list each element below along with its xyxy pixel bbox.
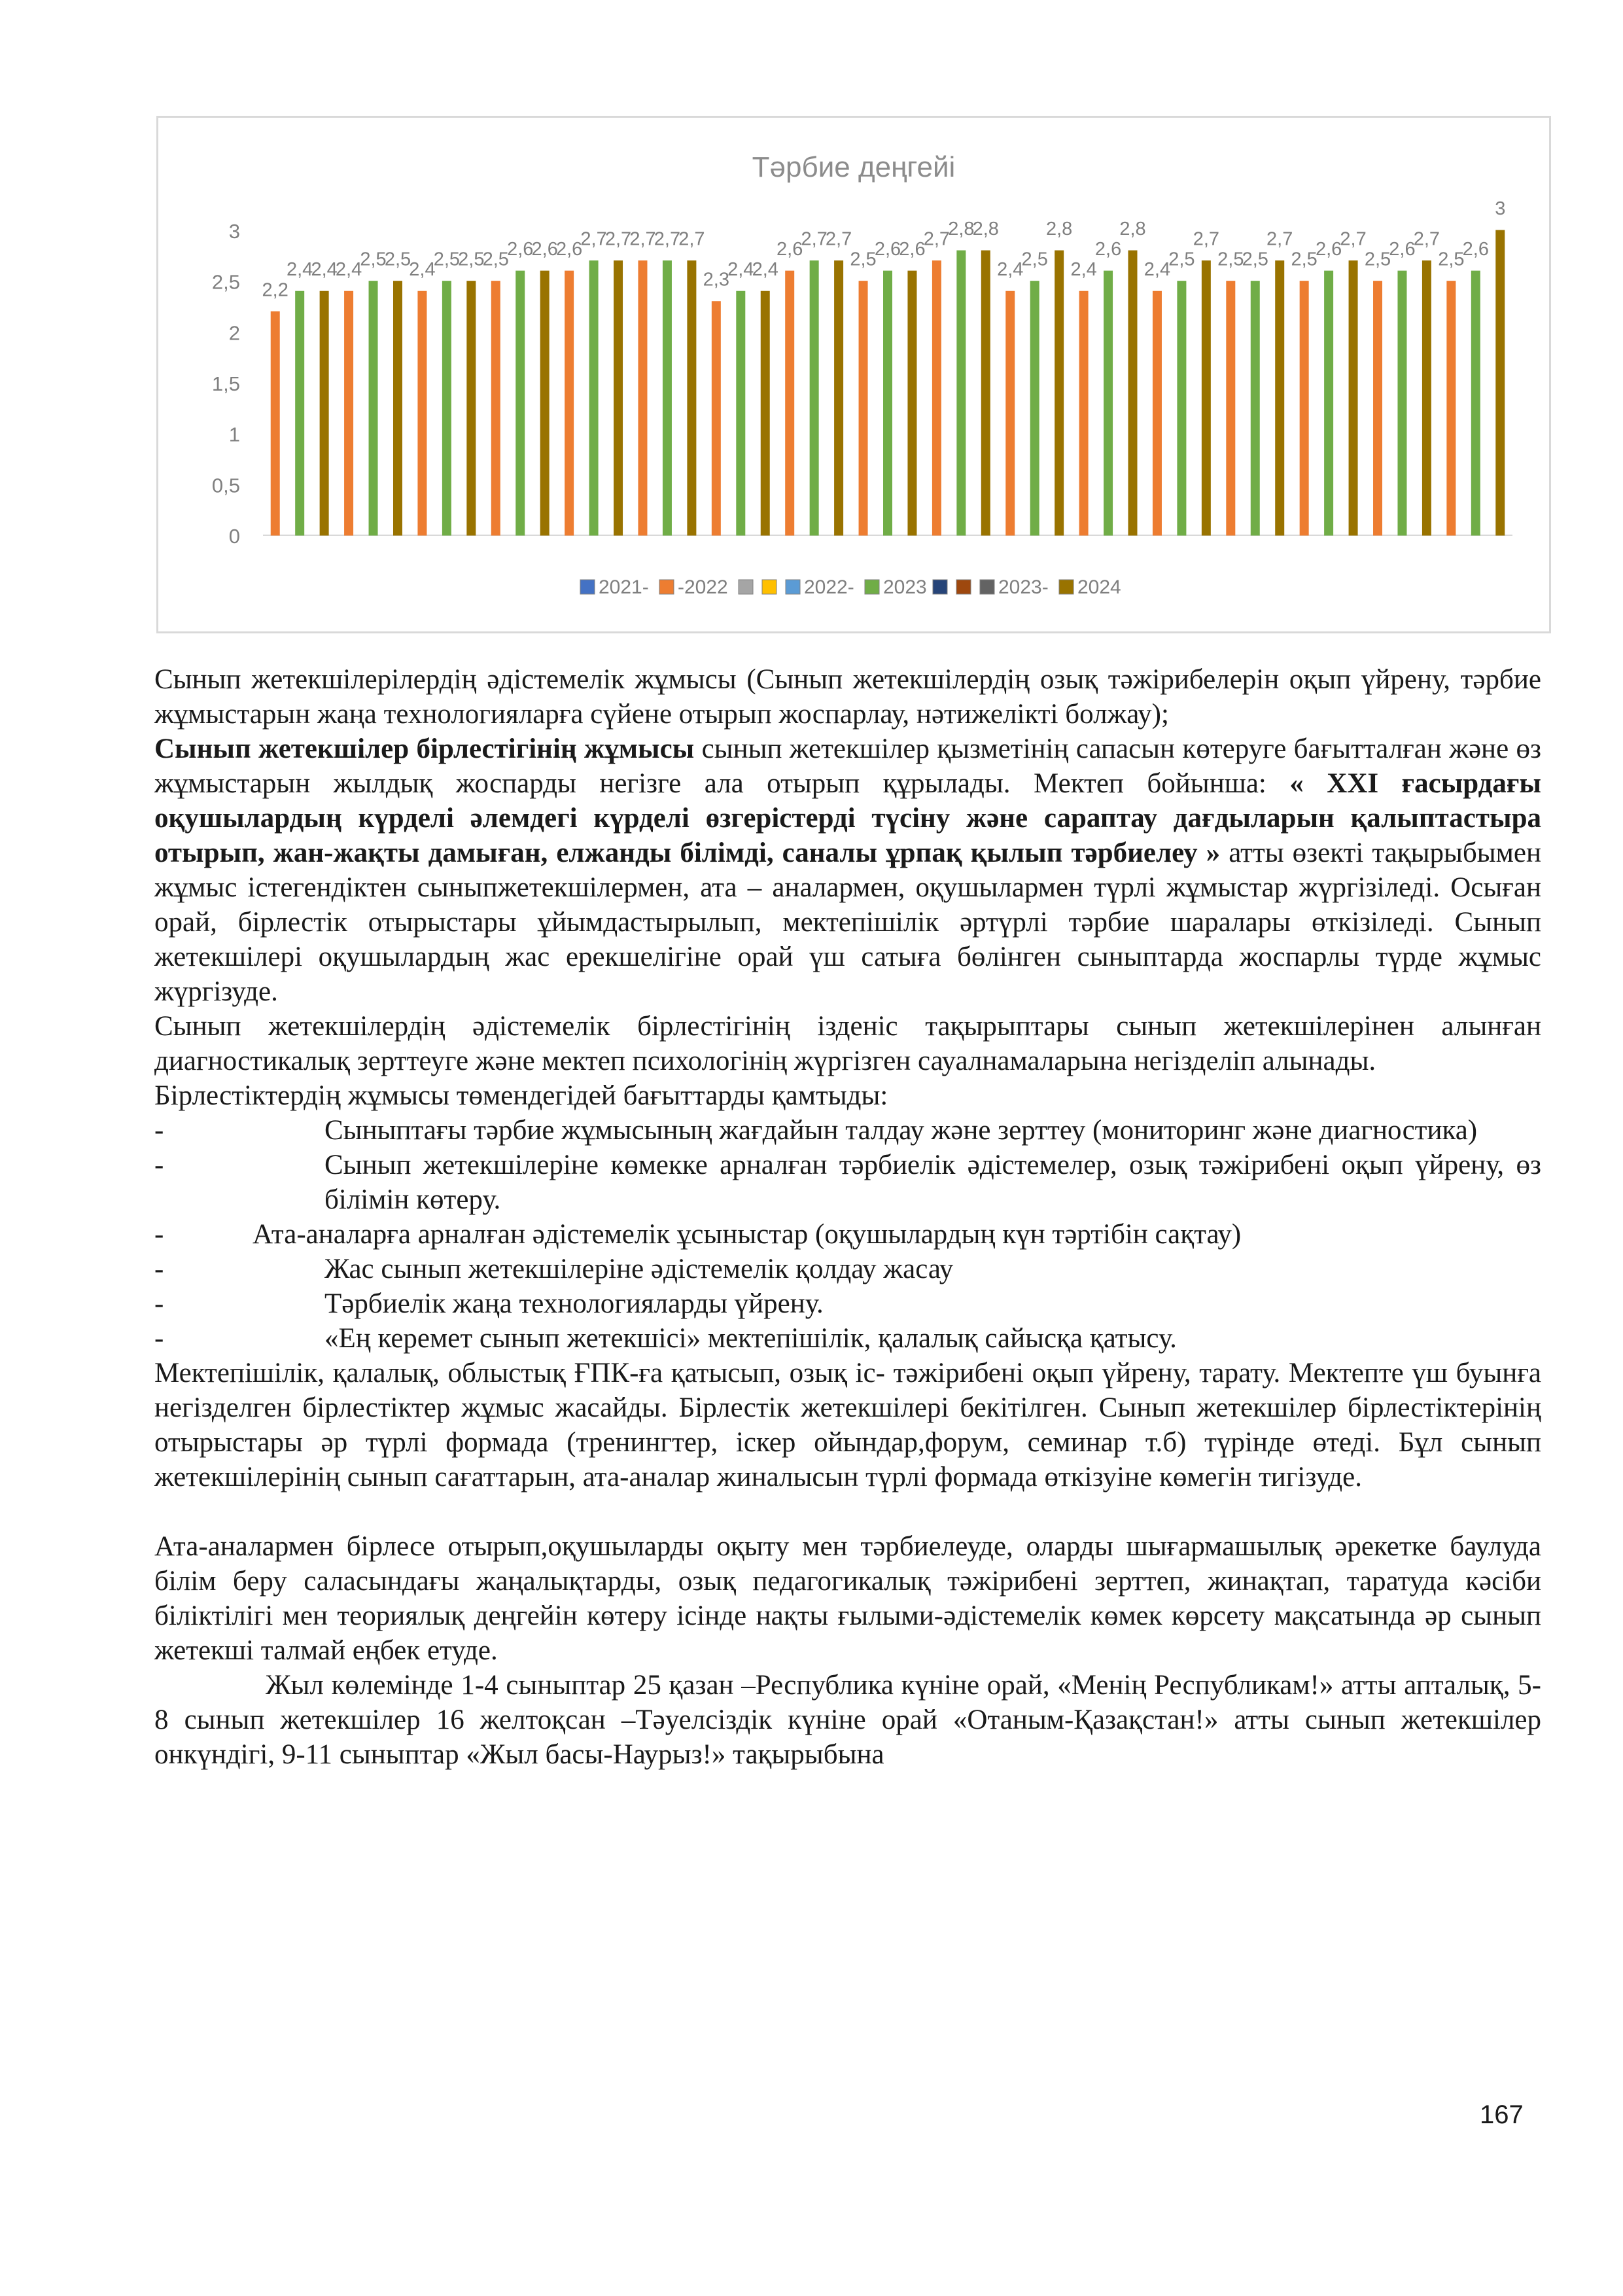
bar <box>565 271 574 535</box>
legend-swatch <box>739 580 753 594</box>
paragraph-methodical-work: Сынып жетекшілерілердің әдістемелік жұмысы (Сынып жетекшілердің озық тәжірибелерін оқып үйрену, тәрбие жұмыстарын жаңа технологияларға сүйене отырып жоспарлау, нәтижелікті болжау); <box>154 664 1541 730</box>
bar <box>1398 271 1406 535</box>
bar-data-label: 2,6 <box>1462 239 1489 260</box>
bar <box>467 281 476 535</box>
directions-list <box>154 1113 1541 1356</box>
legend-swatch <box>865 580 879 594</box>
legend-swatch <box>933 580 947 594</box>
bar-data-label: 2,8 <box>972 219 999 240</box>
bar-data-label: 2,7 <box>1266 228 1293 250</box>
bar <box>540 271 549 535</box>
bar <box>1128 251 1137 535</box>
legend-label: 2021- <box>599 576 649 598</box>
list-item: - Ата-аналарға арналған әдістемелік ұсыныстар (оқушылардың күн тәртібін сақтау) <box>154 1219 1242 1250</box>
blank-line <box>154 1494 1541 1529</box>
bar-data-label: 2,7 <box>654 228 681 250</box>
bar <box>1202 261 1210 535</box>
bar <box>884 271 892 535</box>
legend-label: -2022 <box>678 576 728 598</box>
bar-data-label: 2,5 <box>360 249 387 270</box>
association-heading: Сынып жетекшілер бірлестігінің жұмысы <box>154 733 695 764</box>
bar <box>786 271 794 535</box>
bar-data-label: 2,7 <box>825 228 852 250</box>
bar-data-label: 2,4 <box>997 259 1024 281</box>
bar <box>1447 281 1456 535</box>
legend-swatch <box>580 580 595 594</box>
bar <box>589 261 598 535</box>
bar-data-label: 2,5 <box>1217 249 1244 270</box>
bar <box>1055 251 1064 535</box>
bar <box>1325 271 1333 535</box>
bar-data-label: 2,7 <box>604 228 632 250</box>
paragraph-conferences: Мектепішілік, қалалық, облыстық ҒПК-ға қатысып, озық іс- тәжірибені оқып үйрену, тарату. Мектепте үш буынға негізделген бірлестіктер жұмыс жасайды. Бірлестік жетекшілері бекітілген. Сынып жетекшілер бірлестіктерінің отырыстары әр түрлі формада (тренингтер, іскер ойындар,форум, семинар т.б) түрінде өтеді. Бұл сынып жетекшілерінің сынып сағаттарын, ата-аналар жиналысын түрлі формада өткізуіне көмегін тигізуде. <box>154 1358 1541 1492</box>
y-tick-label: 2 <box>228 321 240 345</box>
bar-data-label: 2,6 <box>874 239 901 260</box>
bar <box>1422 261 1431 535</box>
legend-swatch <box>659 580 674 594</box>
y-tick-label: 0,5 <box>211 474 240 497</box>
bar-data-label: 2,2 <box>262 279 288 301</box>
legend-swatch <box>762 580 777 594</box>
bar <box>663 261 671 535</box>
bar <box>1496 230 1505 535</box>
bar-data-label: 2,5 <box>482 249 509 270</box>
legend-swatch <box>786 580 800 594</box>
bar-data-label: 2,4 <box>409 259 436 281</box>
bar <box>1251 281 1259 535</box>
bar-data-label: 2,5 <box>384 249 411 270</box>
bar <box>908 271 916 535</box>
legend-swatch <box>1059 580 1073 594</box>
y-tick-label: 1 <box>228 423 240 446</box>
bar-data-label: 3 <box>1495 198 1506 219</box>
bar-data-label: 2,5 <box>1242 249 1268 270</box>
list-item: - Сыныптағы тәрбие жұмысының жағдайын талдау және зерттеу (мониторинг және диагностика) <box>154 1115 1478 1146</box>
bar-data-label: 2,6 <box>899 239 926 260</box>
chart-title: Тәрбие деңгейі <box>752 151 956 183</box>
legend-label: 2023- <box>998 576 1049 598</box>
list-item: - «Ең керемет сынып жетекшісі» мектепішілік, қалалық сайысқа қатысу. <box>154 1323 1177 1354</box>
legend-label: 2023 <box>883 576 927 598</box>
bar <box>835 261 843 535</box>
bar-data-label: 2,3 <box>703 269 730 291</box>
bar <box>957 251 966 535</box>
bar-data-label: 2,6 <box>777 239 803 260</box>
bar-data-label: 2,6 <box>555 239 583 260</box>
y-tick-label: 2,5 <box>211 270 240 294</box>
bar-data-label: 2,7 <box>629 228 656 250</box>
bar <box>320 291 328 535</box>
bar-data-label: 2,5 <box>433 249 461 270</box>
paragraph-association-work: Сынып жетекшілер бірлестігінің жұмысы сынып жетекшілер қызметінің сапасын көтеруге бағытталған және өз жұмыстарын жылдық жоспарды негізге ала отырып құрылады. Мектеп бойынша: « XXI ғасырдағы оқушылардың күрделі әлемдегі күрделі өзгерістерді түсіну және сараптау дағдыларын қалыптастыра отырып, жан-жақты дамыған, елжанды білімді, саналы ұрпақ қылып тәрбиелеу » атты өзекті тақырыбымен жұмыс істегендіктен сыныпжетекшілермен, ата – аналармен, оқушылармен түрлі жұмыстар жүргізіледі. Осыған орай, бірлестік отырыстары ұйымдастырылып, мектепішілік әртүрлі тәрбие шаралары өткізіледі. Сынып жетекшілері оқушылардың жас ерекшелігіне орай үш сатыға бөлінген сыныптарда жоспарлы түрде жұмыс жүргізуде. <box>154 733 1542 1007</box>
list-item: - Сынып жетекшілеріне көмекке арналған тәрбиелік әдістемелер, озық тәжірибені оқып үйрену, өз білімін көтеру. <box>154 1150 1541 1215</box>
bar-data-label: 2,5 <box>850 249 877 270</box>
bar-data-label: 2,7 <box>801 228 828 250</box>
bar <box>688 261 696 535</box>
y-tick-label: 0 <box>228 525 240 548</box>
bar <box>1471 271 1480 535</box>
bar-data-label: 2,7 <box>1193 228 1220 250</box>
bar-data-label: 2,5 <box>1364 249 1391 270</box>
bar <box>638 261 647 535</box>
bar-data-label: 2,4 <box>287 259 313 281</box>
bar <box>810 261 818 535</box>
legend-label: 2022- <box>804 576 854 598</box>
bar-data-label: 2,8 <box>1119 219 1146 240</box>
bar <box>1349 261 1357 535</box>
bar <box>516 271 525 535</box>
bar <box>1006 291 1015 535</box>
bar <box>1178 281 1186 535</box>
bar <box>296 291 304 535</box>
bar <box>761 291 769 535</box>
y-tick-label: 3 <box>228 220 240 243</box>
bar-data-label: 2,4 <box>1070 259 1097 281</box>
paragraph-events: Жыл көлемінде 1-4 сыныптар 25 қазан –Республика күніне орай, «Менің Республикам!» атты апталық, 5-8 сынып жетекшілер 16 желтоқсан –Тәуелсіздік күніне орай «Отаным-Қазақстан!» атты сынып жетекшілер онкүндігі, 9-11 сыныптар «Жыл басы-Наурыз!» тақырыбына <box>154 1670 1541 1770</box>
bar-data-label: 2,5 <box>1291 249 1318 270</box>
school-theme: « XXI ғасырдағы оқушылардың күрделі әлемдегі күрделі өзгерістерді түсіну және сараптау дағдыларын қалыптастыра отырып, жан-жақты дамыған, елжанды білімді, саналы ұрпақ қылып тәрбиелеу » <box>154 768 1541 868</box>
bar <box>271 311 279 535</box>
chart-container <box>156 116 1551 633</box>
bar <box>932 261 941 535</box>
bar <box>1153 291 1161 535</box>
bar <box>981 251 990 535</box>
bar <box>1030 281 1039 535</box>
bar <box>393 281 402 535</box>
bar-chart <box>158 118 1549 631</box>
bar-data-label: 2,7 <box>678 228 705 250</box>
bar <box>614 261 623 535</box>
bar <box>442 281 451 535</box>
bar <box>1300 281 1308 535</box>
bar-data-label: 2,6 <box>531 239 558 260</box>
legend-label: 2024 <box>1077 576 1121 598</box>
paragraph-directions-intro: Бірлестіктердің жұмысы төмендегідей бағыттарды қамтыды: <box>154 1080 888 1111</box>
bar-data-label: 2,4 <box>335 259 362 281</box>
legend-swatch <box>980 580 994 594</box>
bar-data-label: 2,5 <box>1438 249 1465 270</box>
bar-data-label: 2,8 <box>1045 219 1073 240</box>
bar <box>859 281 867 535</box>
bar <box>1276 261 1284 535</box>
bar-data-label: 2,4 <box>311 259 338 281</box>
bar <box>737 291 745 535</box>
bar-data-label: 2,6 <box>507 239 534 260</box>
bar-data-label: 2,7 <box>580 228 607 250</box>
bar <box>369 281 377 535</box>
bar <box>1104 271 1113 535</box>
y-tick-label: 1,5 <box>211 372 240 395</box>
bar-data-label: 2,8 <box>948 219 975 240</box>
bar-data-label: 2,4 <box>752 259 778 281</box>
bar-data-label: 2,7 <box>1340 228 1367 250</box>
legend-swatch <box>956 580 971 594</box>
bar <box>712 302 720 535</box>
bar-data-label: 2,5 <box>1168 249 1195 270</box>
paragraph-parents-cooperation: Ата-аналармен бірлесе отырып,оқушыларды оқыту мен тәрбиелеуде, оларды шығармашылық әрекетке баулуда білім беру саласындағы жаңалықтарды, озық педагогикалық тәжірибені зерттеп, жинақтап, таратуда кәсіби біліктілігі мен теориялық деңгейін көтеру ісінде нақты ғылыми-әдістемелік көмек көрсету мақсатында әр сынып жетекші талмай еңбек етуде. <box>154 1531 1541 1666</box>
bar-data-label: 2,4 <box>1143 259 1171 281</box>
bar-data-label: 2,6 <box>1389 239 1416 260</box>
bar-data-label: 2,7 <box>1413 228 1440 250</box>
list-item: - Тәрбиелік жаңа технологияларды үйрену. <box>154 1288 824 1319</box>
bar <box>345 291 353 535</box>
paragraph-research-topics: Сынып жетекшілердің әдістемелік бірлестігінің ізденіс тақырыптары сынып жетекшілерінен алынған диагностикалық зерттеуге және мектеп психологінің жүргізген сауалнамаларына негізделіп алынады. <box>154 1011 1541 1076</box>
bar-data-label: 2,4 <box>727 259 754 281</box>
bar-data-label: 2,5 <box>1021 249 1048 270</box>
bar <box>1227 281 1235 535</box>
bar <box>1079 291 1088 535</box>
bar-data-label: 2,6 <box>1315 239 1342 260</box>
bar <box>418 291 427 535</box>
bar-data-label: 2,6 <box>1094 239 1122 260</box>
bar-data-label: 2,5 <box>458 249 485 270</box>
bar <box>491 281 500 535</box>
page-number: 167 <box>1480 2100 1524 2129</box>
list-item: - Жас сынып жетекшілеріне әдістемелік қолдау жасау <box>154 1254 954 1284</box>
body-text <box>154 662 1541 1772</box>
bar <box>1374 281 1382 535</box>
bar-data-label: 2,7 <box>923 228 951 250</box>
